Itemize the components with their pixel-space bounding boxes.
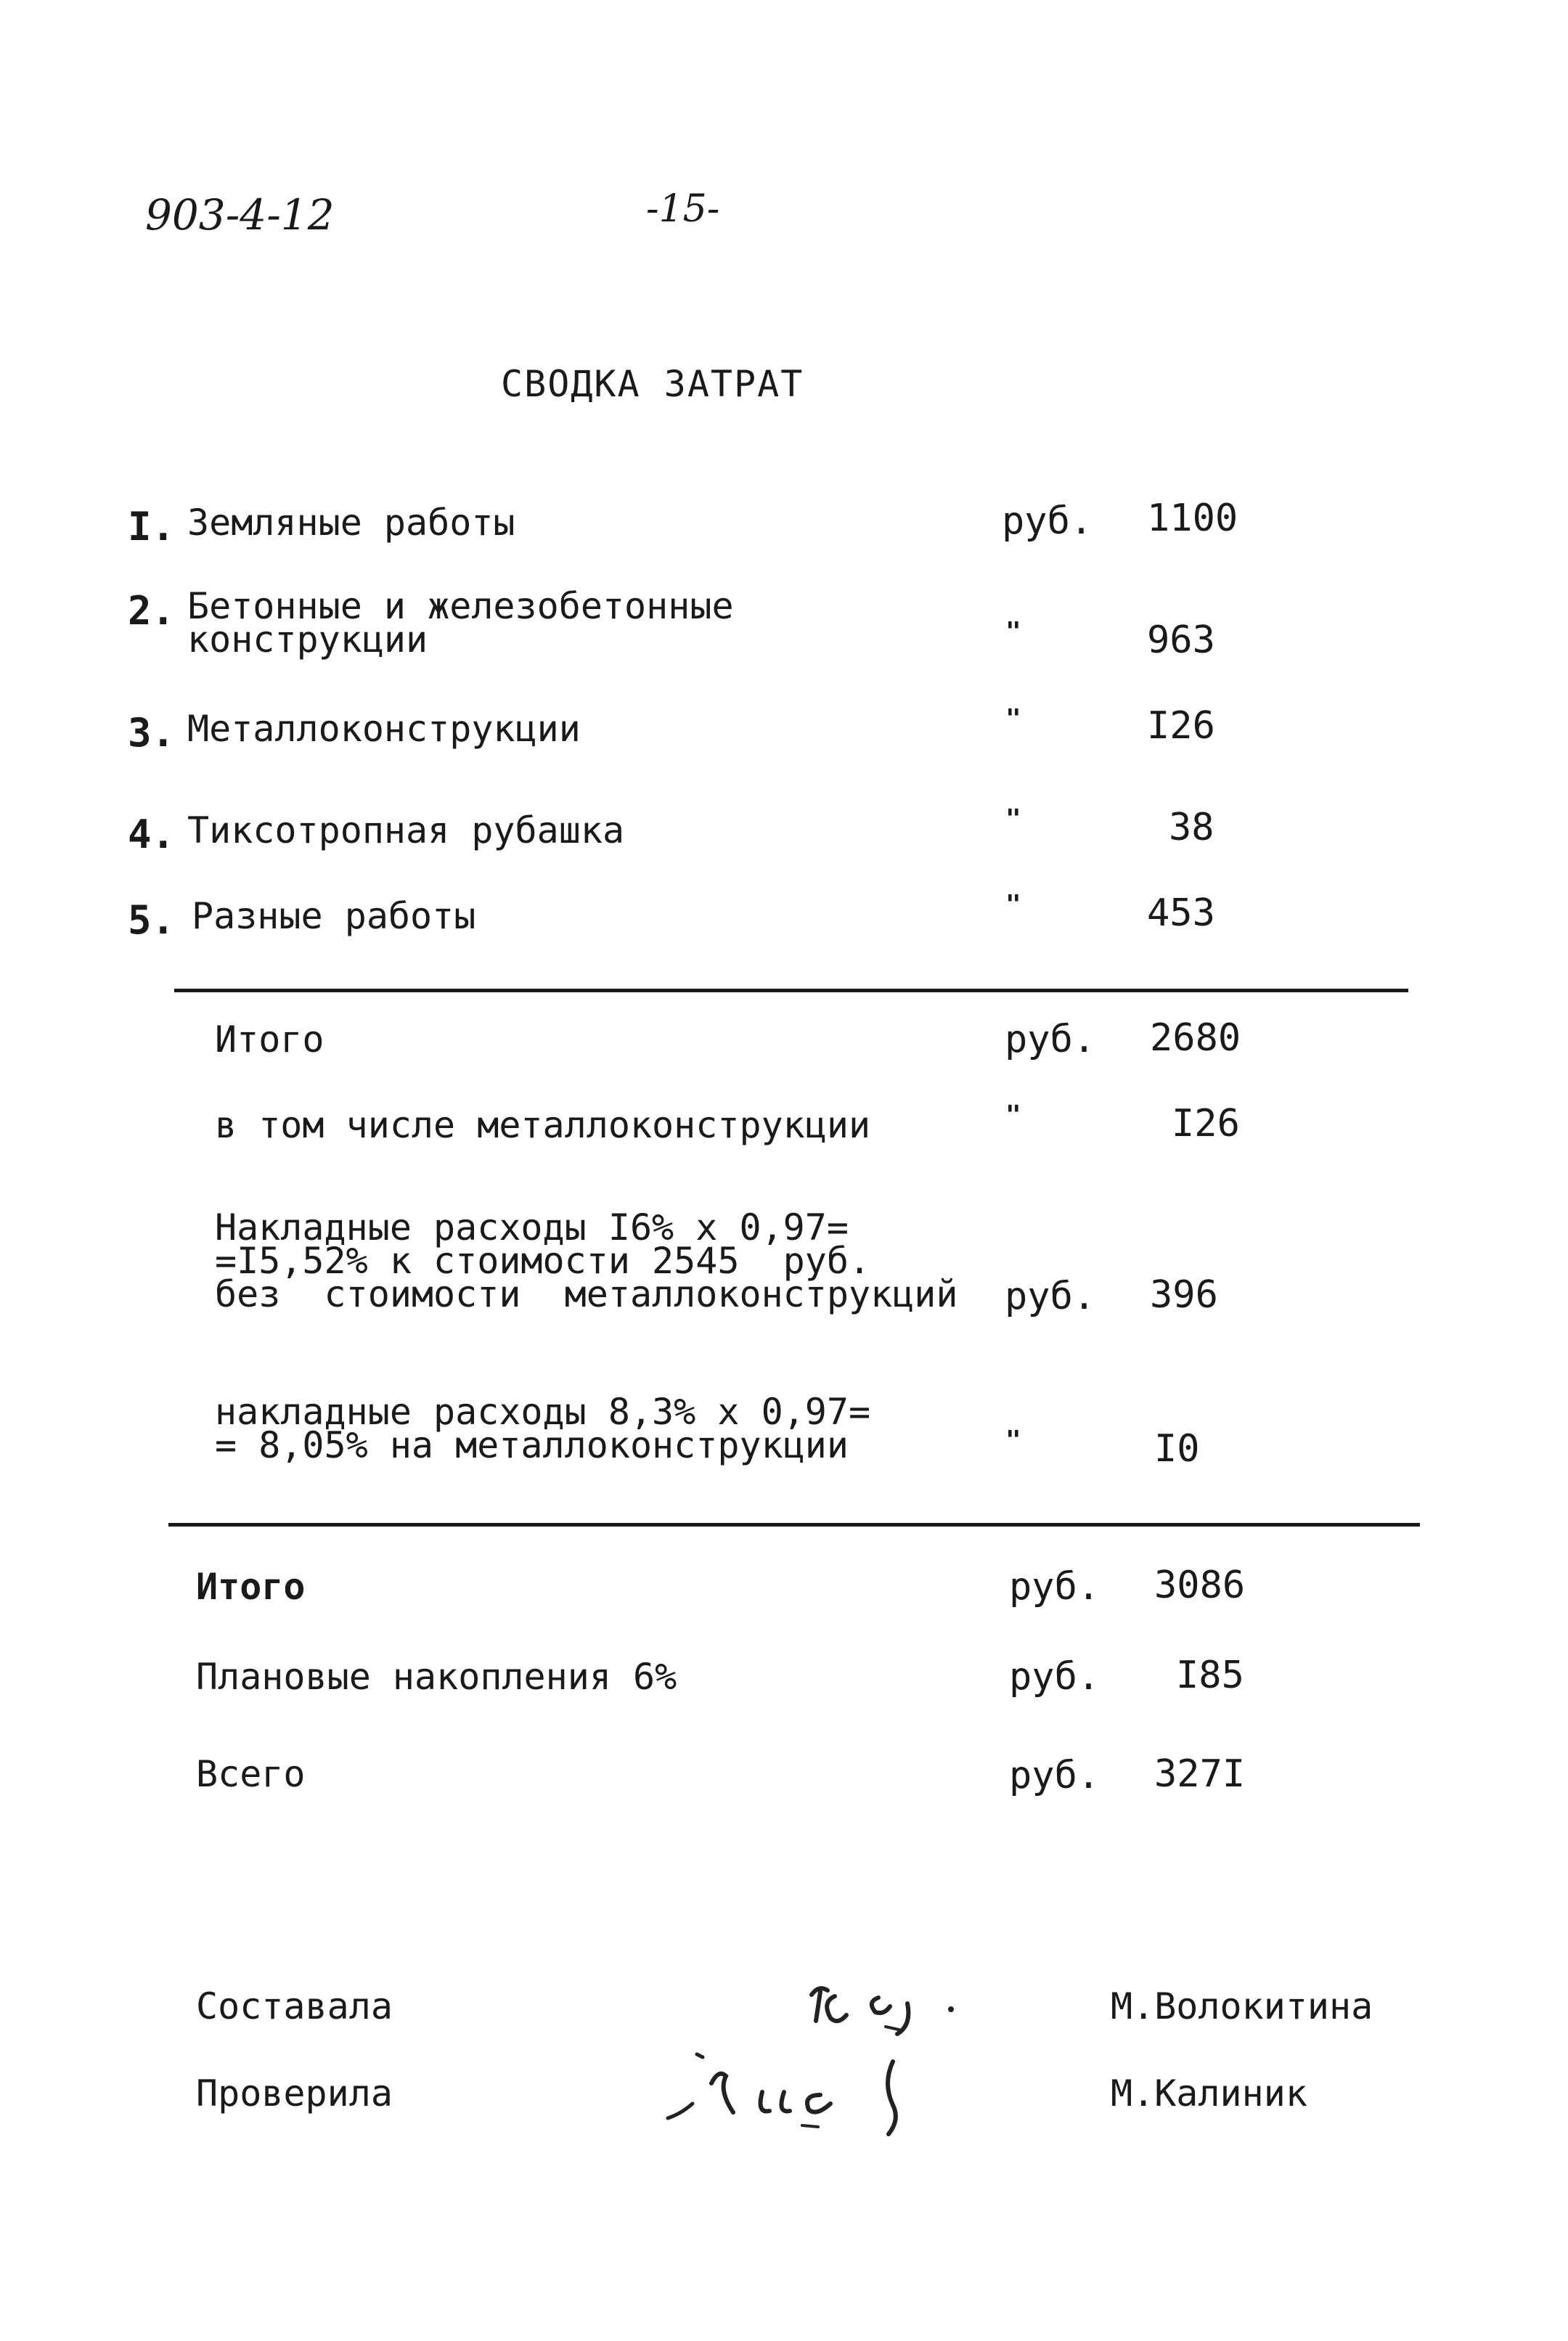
- overhead-metal-amount: I0: [1154, 1427, 1200, 1471]
- total-amount: 3086: [1154, 1564, 1246, 1607]
- ditto-mark: ": [1005, 1100, 1021, 1130]
- overhead-general-text: Накладные расходы I6% х 0,97= =I5,52% к стоимости 2545 руб. без стоимости металлоконструкций: [215, 1206, 958, 1315]
- item-amount: 963: [1147, 618, 1215, 662]
- page-number: -15-: [646, 187, 720, 231]
- signature-checked: [653, 2032, 929, 2149]
- item-amount: I26: [1147, 704, 1215, 748]
- item-number: 5.: [128, 897, 176, 943]
- ditto-mark: ": [1005, 1426, 1021, 1455]
- item-number: I.: [128, 504, 176, 549]
- planned-savings-unit: руб.: [1009, 1655, 1101, 1699]
- page-title: СВОДКА ЗАТРАТ: [501, 363, 804, 405]
- divider-line: [174, 989, 1408, 992]
- item-label: Бетонные и железобетонные конструкции: [187, 585, 734, 661]
- item-label: Земляные работы: [187, 502, 515, 544]
- document-code: 903-4-12: [145, 190, 335, 240]
- overhead-general-amount: 396: [1150, 1273, 1218, 1317]
- ditto-mark: ": [1005, 890, 1021, 920]
- metal-including-amount: I26: [1172, 1102, 1240, 1145]
- compiled-by-label: Составала: [196, 1985, 393, 2027]
- ditto-mark: ": [1005, 617, 1021, 647]
- grand-total-amount: 327I: [1154, 1752, 1246, 1796]
- divider-line: [168, 1523, 1420, 1527]
- item-number: 2.: [128, 588, 176, 634]
- item-amount: 38: [1169, 806, 1214, 849]
- subtotal-unit: руб.: [1005, 1018, 1096, 1061]
- planned-savings-label: Плановые накопления 6%: [196, 1656, 677, 1698]
- item-unit: руб.: [1002, 499, 1093, 543]
- item-label: Разные работы: [192, 895, 476, 937]
- grand-total-unit: руб.: [1009, 1754, 1101, 1797]
- compiled-by-name: М.Волокитина: [1111, 1985, 1373, 2027]
- checked-by-label: Проверила: [196, 2072, 393, 2115]
- item-amount: 1100: [1147, 497, 1238, 540]
- subtotal-label: Итого: [215, 1018, 324, 1061]
- overhead-metal-text: накладные расходы 8,3% х 0,97= = 8,05% на металлоконструкции: [215, 1391, 871, 1466]
- overhead-general-unit: руб.: [1005, 1275, 1096, 1318]
- metal-including-label: в том числе металлоконструкции: [215, 1104, 871, 1146]
- subtotal-amount: 2680: [1150, 1016, 1241, 1060]
- item-label: Металлоконструкции: [187, 708, 581, 750]
- ditto-mark: ": [1005, 804, 1021, 834]
- item-label: Тиксотропная рубашка: [187, 809, 625, 851]
- total-unit: руб.: [1009, 1565, 1101, 1609]
- item-amount: 453: [1147, 891, 1215, 935]
- item-number: 4.: [128, 812, 176, 857]
- checked-by-name: М.Калиник: [1111, 2072, 1307, 2115]
- item-number: 3.: [128, 710, 176, 756]
- planned-savings-amount: I85: [1176, 1654, 1244, 1697]
- ditto-mark: ": [1005, 704, 1021, 734]
- grand-total-label: Всего: [196, 1753, 306, 1795]
- total-label: Итого: [196, 1566, 306, 1608]
